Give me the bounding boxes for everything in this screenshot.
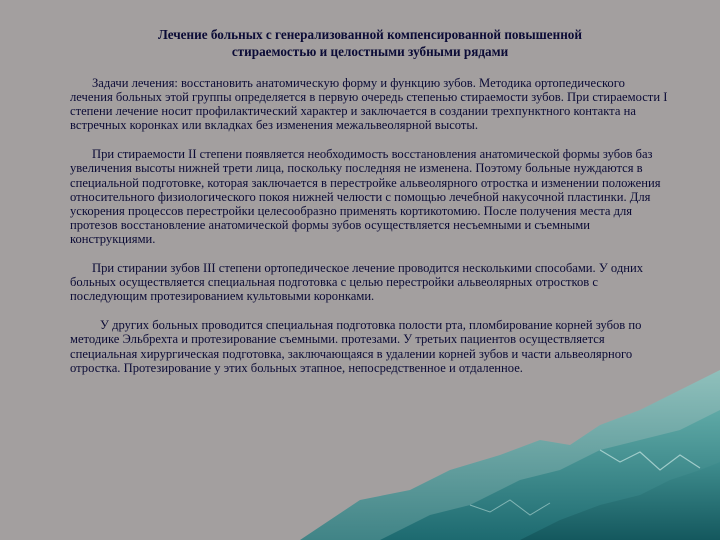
title-line-2: стираемостью и целостными зубными рядами xyxy=(231,44,509,59)
paragraph-degree-2: При стираемости II степени появляется необходимость восстановления анатомической формы зубов баз увеличения высоты нижней трети лица, поскольку последняя не изменена. Поэтому больные нуждаются в специальной подготовке, которая заключается в перестройке альвеолярного отростка и изменении положения относительного физиологического покоя нижней челюсти с помощью лечебной накусочной пластинки. Для ускорения процессов перестройки целесообразно применять кортикотомию. После получения места для протезов восстановление анатомической формы зубов осуществляется несъемными и съемными конструкциями. xyxy=(70,147,661,246)
paragraph-other-patients: У других больных проводится специальная подготовка полости рта, пломбирование корней зубов по методике Эльбрехта и протезирование съемными. протезами. У третьих пациентов осуществляется специальная хирургическая подготовка, заключающаяся в удалении корней зубов и части альвеолярного отростка. Протезирование у этих больных этапное, непосредственное и отдаленное. xyxy=(70,318,642,375)
slide-content xyxy=(70,26,670,375)
paragraph-treatment-goals: Задачи лечения: восстановить анатомическую форму и функцию зубов. Методика ортопедического лечения больных этой группы определяется в первую очередь степенью стираемости зубов. При стираемости I степени лечение носит профилактический характер и заключается в создании трехпунктного контакта на встречных коронках или вкладках без изменения межальвеолярной высоты. xyxy=(70,76,668,133)
slide-title xyxy=(70,26,670,60)
title-line-1: Лечение больных с генерализованной компенсированной повышенной xyxy=(157,27,582,42)
paragraph-degree-3: При стирании зубов III степени ортопедическое лечение проводится несколькими способами. У одних больных осуществляется специальная подготовка с целью перестройки альвеолярных отростков с последующим протезированием культовыми коронками. xyxy=(70,261,644,304)
